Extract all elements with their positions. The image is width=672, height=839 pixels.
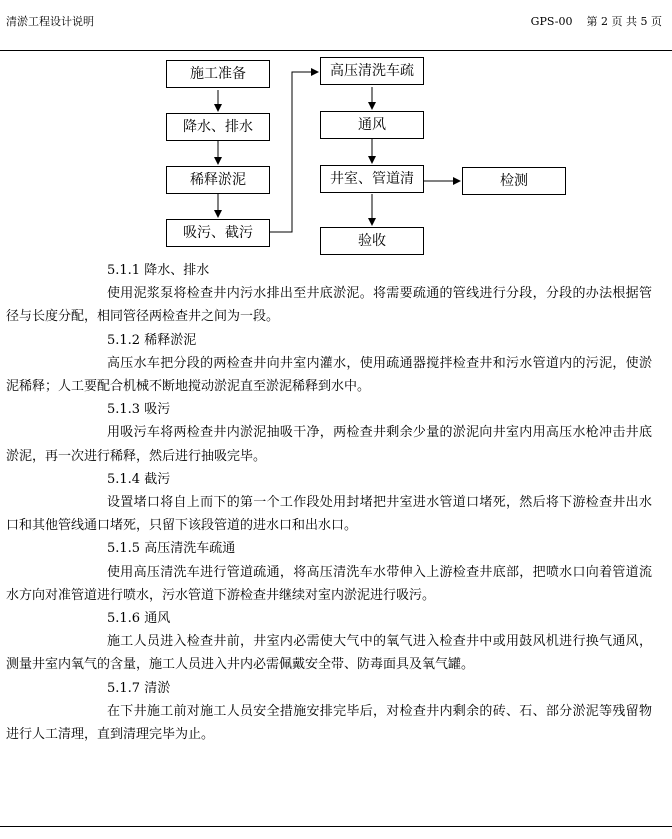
section-paragraph: 用吸污车将两检查井内淤泥抽吸干净，两检查井剩余少量的淤泥向井室内用高压水枪冲击井底淤泥，再一次进行稀释，然后进行抽吸完毕。 xyxy=(6,425,652,464)
flow-box-ventilation: 通风 xyxy=(320,111,424,139)
header-doc-code: GPS-00 xyxy=(530,15,573,28)
footer-rule xyxy=(0,826,672,827)
flow-box-high-pressure-cleaning: 高压清洗车疏 xyxy=(320,57,424,85)
section-paragraph: 施工人员进入检查井前，井室内必需使大气中的氧气进入检查井中或用鼓风机进行换气通风，测量井室内氧气的含量，施工人员进入井内必需佩戴安全带、防毒面具及氧气罐。 xyxy=(6,634,652,673)
section-paragraph: 高压水车把分段的两检查井向井室内灌水，使用疏通器搅拌检查井和污水管道内的污泥，使淤泥稀释；人工要配合机械不断地搅动淤泥直至淤泥稀释到水中。 xyxy=(6,355,652,395)
document-body xyxy=(0,259,672,746)
connector-to-column-2 xyxy=(270,72,318,232)
flow-box-acceptance: 验收 xyxy=(320,227,424,255)
section-heading: 5.1.1 降水、排水 xyxy=(107,263,210,278)
section-paragraph: 设置堵口将自上而下的第一个工作段处用封堵把井室进水管道口堵死，然后将下游检查井出水口和其他管线通口堵死，只留下该段管道的进水口和出水口。 xyxy=(6,495,652,534)
header-document-title: 清淤工程设计说明 xyxy=(6,15,94,28)
section-heading: 5.1.4 截污 xyxy=(107,471,171,487)
header-page-number: 第 2 页 共 5 页 xyxy=(586,15,662,28)
section-heading: 5.1.3 吸污 xyxy=(107,402,171,418)
section-heading: 5.1.6 通风 xyxy=(107,611,171,627)
flow-box-construction-prep: 施工准备 xyxy=(166,60,270,88)
flow-box-inspection: 检测 xyxy=(462,167,566,195)
section-heading: 5.1.5 高压清洗车疏通 xyxy=(107,541,236,557)
flow-box-well-pipe-cleaning: 井室、管道清 xyxy=(320,165,424,193)
flow-box-dewatering: 降水、排水 xyxy=(166,113,270,141)
flow-box-suction-interception: 吸污、截污 xyxy=(166,219,270,247)
section-paragraph: 在下井施工前对施工人员安全措施安排完毕后，对检查井内剩余的砖、石、部分淤泥等残留物进行人工清理，直到清理完毕为止。 xyxy=(6,703,652,743)
section-paragraph: 使用泥浆泵将检查井内污水排出至井底淤泥。将需要疏通的管线进行分段，分段的办法根据管径与长度分配，相同管径两检查井之间为一段。 xyxy=(6,286,652,325)
section-paragraph: 使用高压清洗车进行管道疏通，将高压清洗车水带伸入上游检查井底部，把喷水口向着管道流水方向对准管道进行喷水，污水管道下游检查井继续对室内淤泥进行吸污。 xyxy=(6,564,652,603)
flow-box-dilute-sludge: 稀释淤泥 xyxy=(166,166,270,194)
section-heading: 5.1.7 清淤 xyxy=(107,680,171,696)
section-heading: 5.1.2 稀释淤泥 xyxy=(107,332,197,348)
